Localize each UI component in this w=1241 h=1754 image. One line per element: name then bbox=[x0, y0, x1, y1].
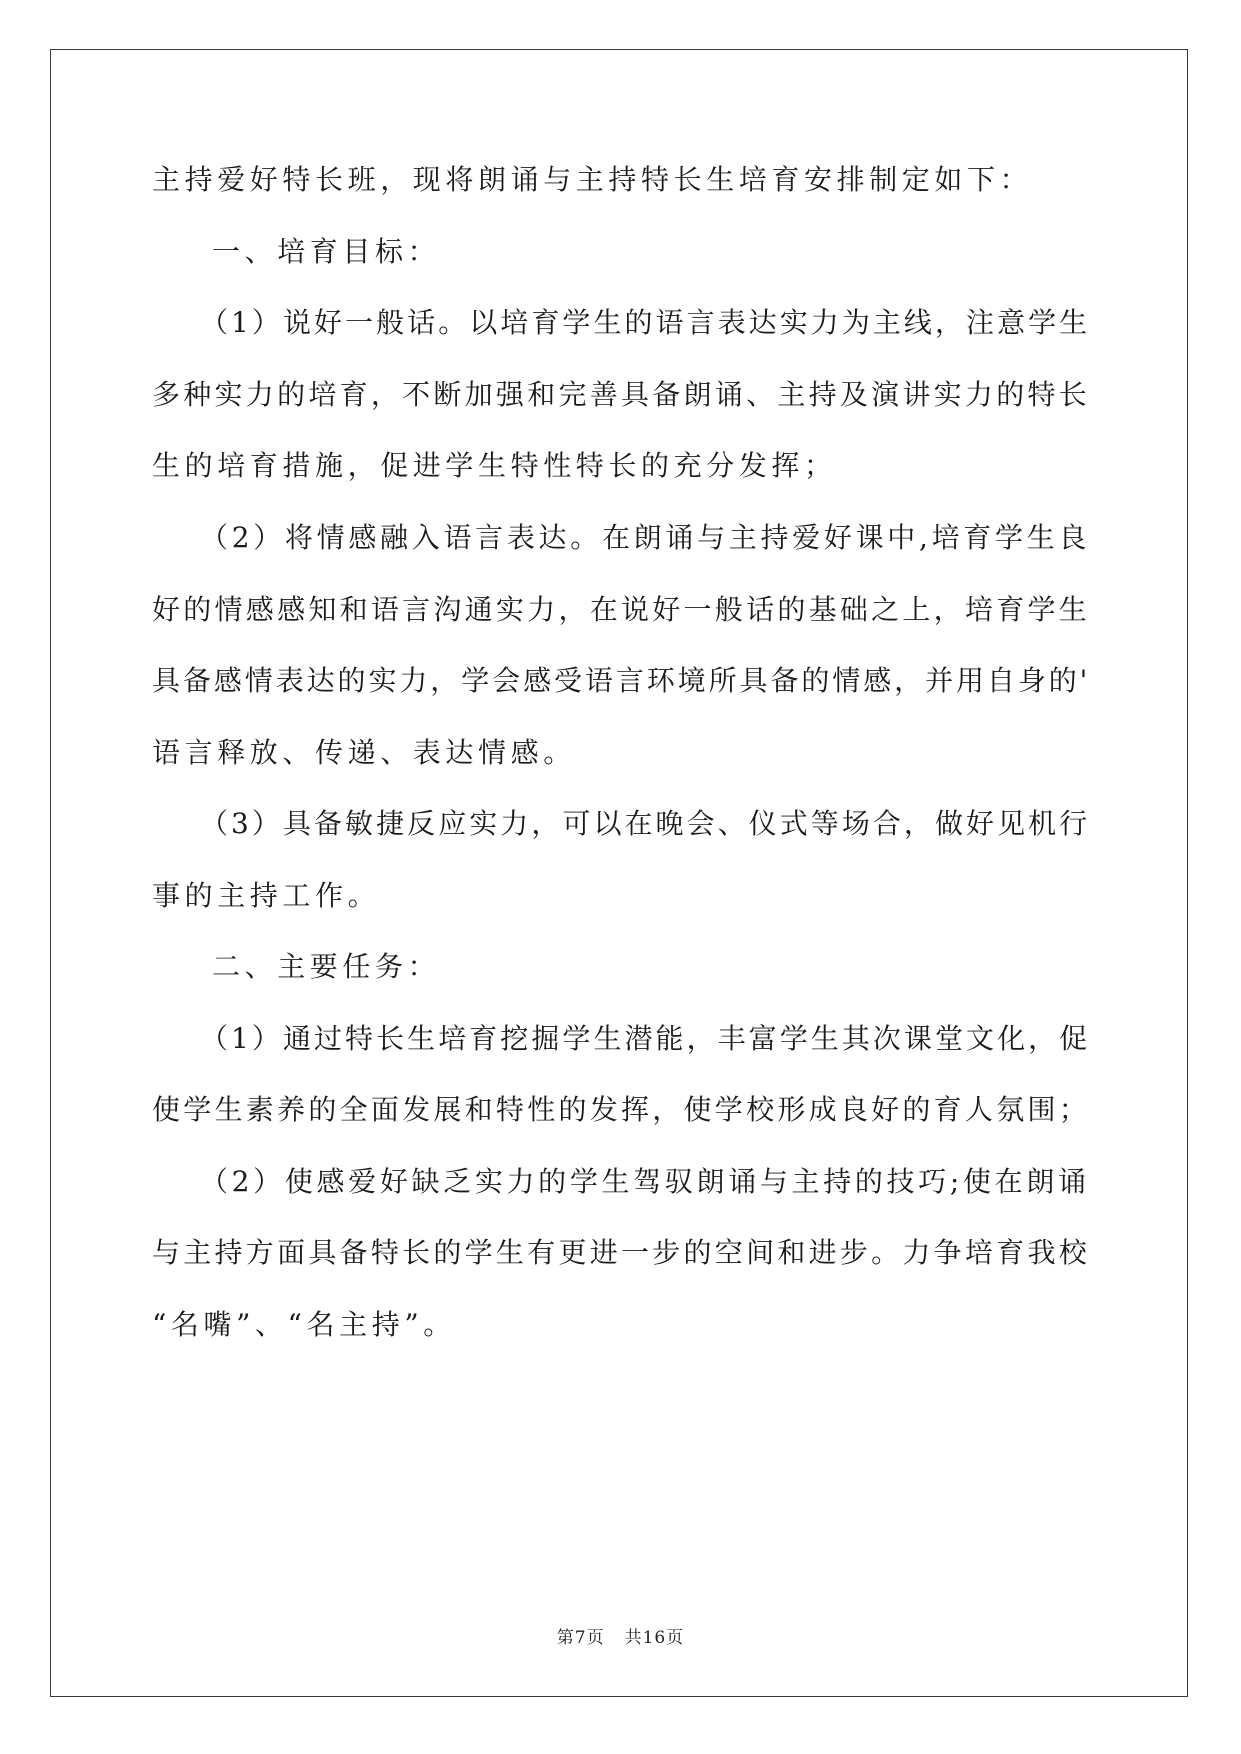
page-number: 第7页 bbox=[556, 1628, 605, 1648]
paragraph-line: （3）具备敏捷反应实力，可以在晚会、仪式等场合，做好见机行 bbox=[200, 807, 1091, 840]
paragraph-line: 多种实力的培育，不断加强和完善具备朗诵、主持及演讲实力的特长 bbox=[152, 378, 1091, 411]
page-total: 共16页 bbox=[624, 1628, 685, 1648]
paragraph-line: “名嘴”、“名主持”。 bbox=[152, 1308, 456, 1341]
paragraph-line: 事的主持工作。 bbox=[152, 879, 381, 912]
paragraph-line: （1）说好一般话。以培育学生的语言表达实力为主线，注意学生 bbox=[200, 306, 1091, 339]
paragraph-line: 具备感情表达的实力，学会感受语言环境所具备的情感，并用自身的' bbox=[152, 664, 1091, 697]
paragraph-line: 使学生素养的全面发展和特性的发挥，使学校形成良好的育人氛围； bbox=[152, 1093, 1091, 1126]
paragraph-line: 主持爱好特长班，现将朗诵与主持特长生培育安排制定如下： bbox=[152, 163, 1033, 196]
paragraph-line: （2）使感爱好缺乏实力的学生驾驭朗诵与主持的技巧;使在朗诵 bbox=[200, 1165, 1090, 1198]
page-border bbox=[50, 49, 1188, 1697]
section-heading: 二、主要任务： bbox=[212, 950, 441, 983]
paragraph-line: 好的情感感知和语言沟通实力，在说好一般话的基础之上，培育学生 bbox=[152, 593, 1091, 626]
paragraph-line: 语言释放、传递、表达情感。 bbox=[152, 736, 576, 769]
section-heading: 一、培育目标： bbox=[212, 235, 441, 268]
paragraph-line: 生的培育措施，促进学生特性特长的充分发挥； bbox=[152, 449, 837, 482]
paragraph-line: （1）通过特长生培育挖掘学生潜能，丰富学生其次课堂文化，促 bbox=[200, 1022, 1091, 1055]
page-footer bbox=[0, 1623, 1241, 1648]
paragraph-line: 与主持方面具备特长的学生有更进一步的空间和进步。力争培育我校 bbox=[152, 1236, 1091, 1269]
paragraph-line: （2）将情感融入语言表达。在朗诵与主持爱好课中,培育学生良 bbox=[200, 521, 1091, 554]
